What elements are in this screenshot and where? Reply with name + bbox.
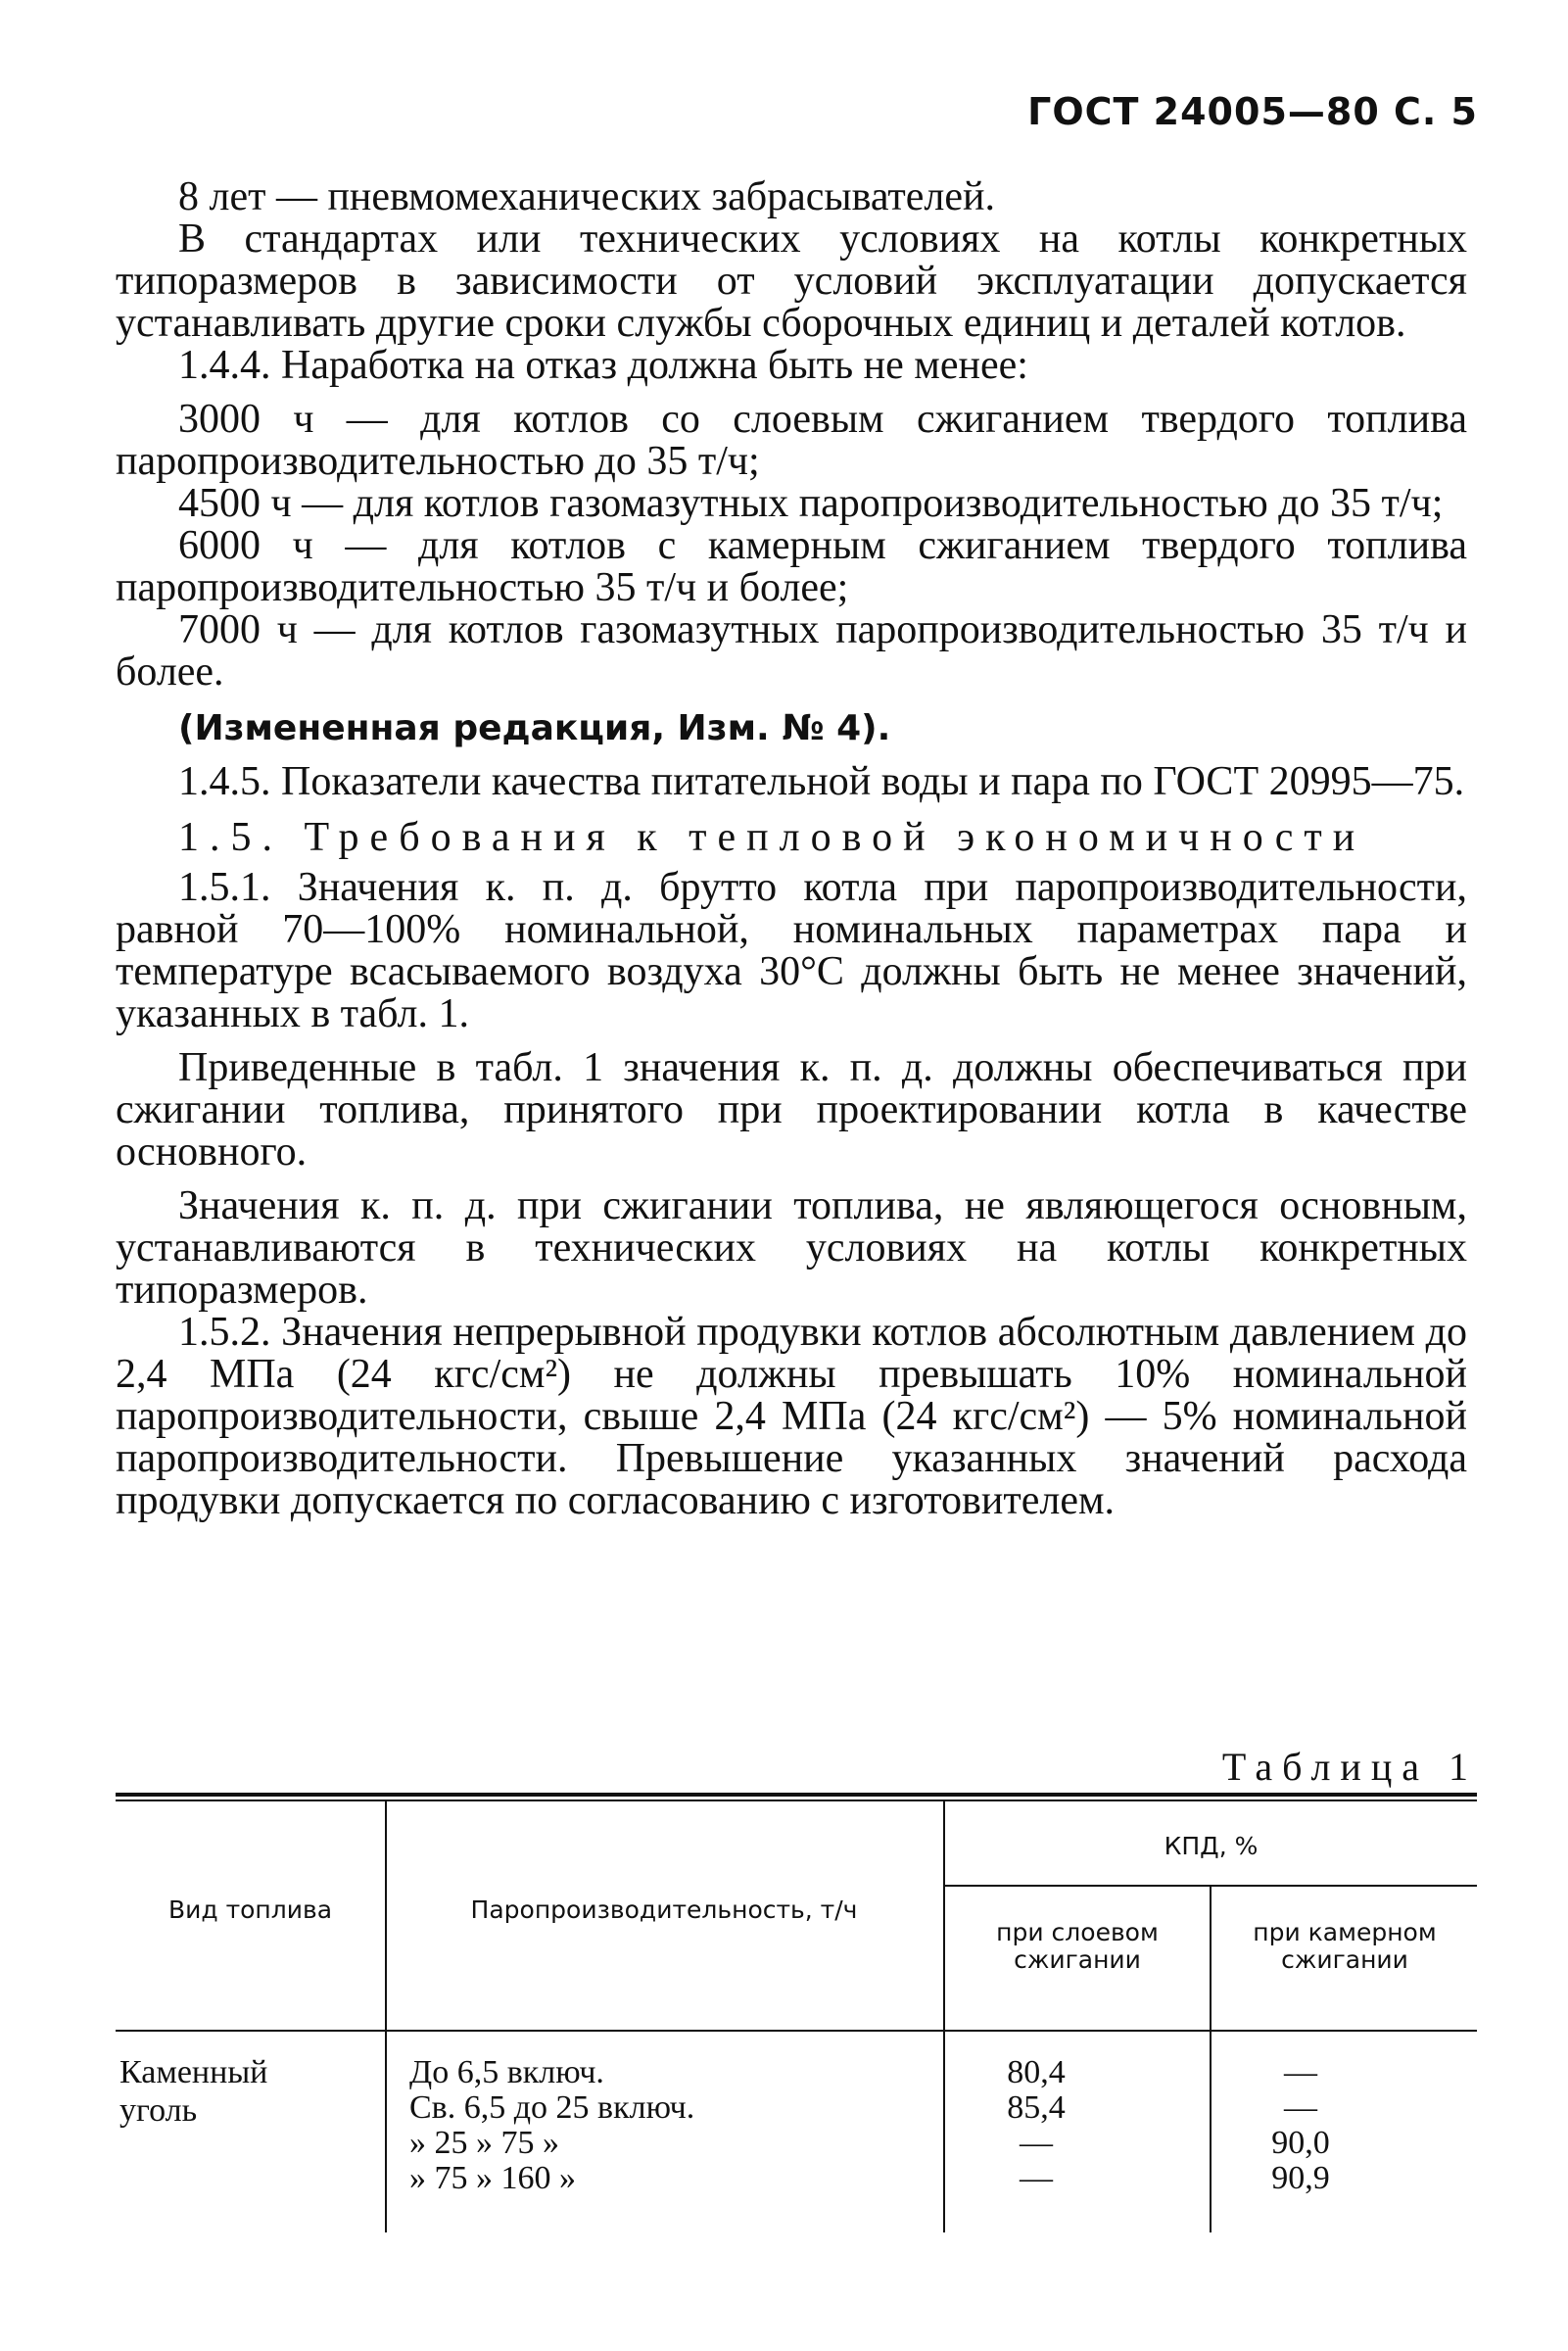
clause-1-4-5: 1.4.5. Показатели качества питательной воды и пара по ГОСТ 20995—75. <box>178 759 1465 804</box>
section-heading: 1.5. Требования к тепловой экономичности <box>178 815 1366 860</box>
column-divider <box>943 2032 945 2232</box>
cell-chamber-efficiency: 90,9 <box>1271 2160 1330 2196</box>
column-divider <box>1210 1885 1212 2030</box>
amendment-note: (Измененная редакция, Изм. № 4). <box>178 708 891 748</box>
page-header: ГОСТ 24005—80 С. 5 <box>1027 90 1478 133</box>
paragraph: Значения к. п. д. при сжигании топлива, не являющегося основным, устанавливаются в технических условиях на котлы конкретных типоразмеров. <box>116 1183 1467 1313</box>
header-fuel: Вид топлива <box>167 1895 333 1924</box>
paragraph: 8 лет — пневмомеханических забрасывателей. <box>178 174 995 219</box>
cell-chamber-efficiency: — <box>1284 2054 1317 2090</box>
cell-layer-efficiency: — <box>1020 2125 1053 2161</box>
list-item: 4500 ч — для котлов газомазутных паропроизводительностью до 35 т/ч; <box>178 481 1444 526</box>
column-divider <box>385 2032 387 2232</box>
cell-layer-efficiency: 85,4 <box>1007 2089 1066 2126</box>
cell-layer-efficiency: — <box>1020 2160 1053 2196</box>
header-chamber-combustion: при камерном сжигании <box>1253 1918 1437 1974</box>
cell-chamber-efficiency: 90,0 <box>1271 2125 1330 2161</box>
cell-chamber-efficiency: — <box>1284 2089 1317 2126</box>
list-item: 6000 ч — для котлов с камерным сжиганием твердого топлива паропроизводительностью 35 т/ч и более; <box>116 523 1467 610</box>
cell-capacity: » 75 » 160 » <box>409 2160 576 2196</box>
header-layer-combustion: при слоевом сжигании <box>996 1918 1159 1974</box>
efficiency-table <box>116 1793 1477 2237</box>
paragraph: В стандартах или технических условиях на котлы конкретных типоразмеров в зависимости от условий эксплуатации допускается устанавливать другие сроки службы сборочных единиц и деталей котлов. <box>116 216 1467 346</box>
table-body <box>116 2032 1477 2237</box>
cell-layer-efficiency: 80,4 <box>1007 2054 1066 2090</box>
header-capacity: Паропроизводительность, т/ч <box>470 1895 858 1924</box>
table-caption: Таблица 1 <box>1221 1745 1478 1789</box>
column-divider <box>1210 2032 1212 2232</box>
document-body <box>116 176 1467 1522</box>
header-subdivider <box>943 1885 1477 1887</box>
clause-1-5-2: 1.5.2. Значения непрерывной продувки котлов абсолютным давлением до 2,4 МПа (24 кгс/см²) не должны превышать 10% номинальной паропроизводительности, свыше 2,4 МПа (24 кгс/см²) — 5% номинальной паропроизводительности. Превышение указанных значений расхода продувки допускается по согласованию с изготовителем. <box>116 1310 1467 1523</box>
table-top-rule <box>116 1793 1477 1797</box>
header-efficiency: КПД, % <box>1164 1832 1259 1860</box>
cell-capacity: До 6,5 включ. <box>409 2054 604 2090</box>
cell-capacity: » 25 » 75 » <box>409 2125 559 2161</box>
list-item: 3000 ч — для котлов со слоевым сжиганием твердого топлива паропроизводительностью до 35 т/ч; <box>116 397 1467 484</box>
cell-capacity: Св. 6,5 до 25 включ. <box>409 2089 695 2126</box>
paragraph: Приведенные в табл. 1 значения к. п. д. должны обеспечиваться при сжигании топлива, принятого при проектировании котла в качестве основного. <box>116 1045 1467 1175</box>
clause-1-5-1: 1.5.1. Значения к. п. д. брутто котла при паропроизводительности, равной 70—100% номинальной, номинальных параметрах пара и температуре всасываемого воздуха 30°С должны быть не менее значений, указанных в табл. 1. <box>116 865 1467 1036</box>
table-header <box>116 1801 1477 2030</box>
clause-1-4-4: 1.4.4. Наработка на отказ должна быть не менее: <box>178 343 1028 388</box>
cell-fuel-type: Каменный уголь <box>119 2054 268 2129</box>
list-item: 7000 ч — для котлов газомазутных паропроизводительностью 35 т/ч и более. <box>116 607 1467 695</box>
